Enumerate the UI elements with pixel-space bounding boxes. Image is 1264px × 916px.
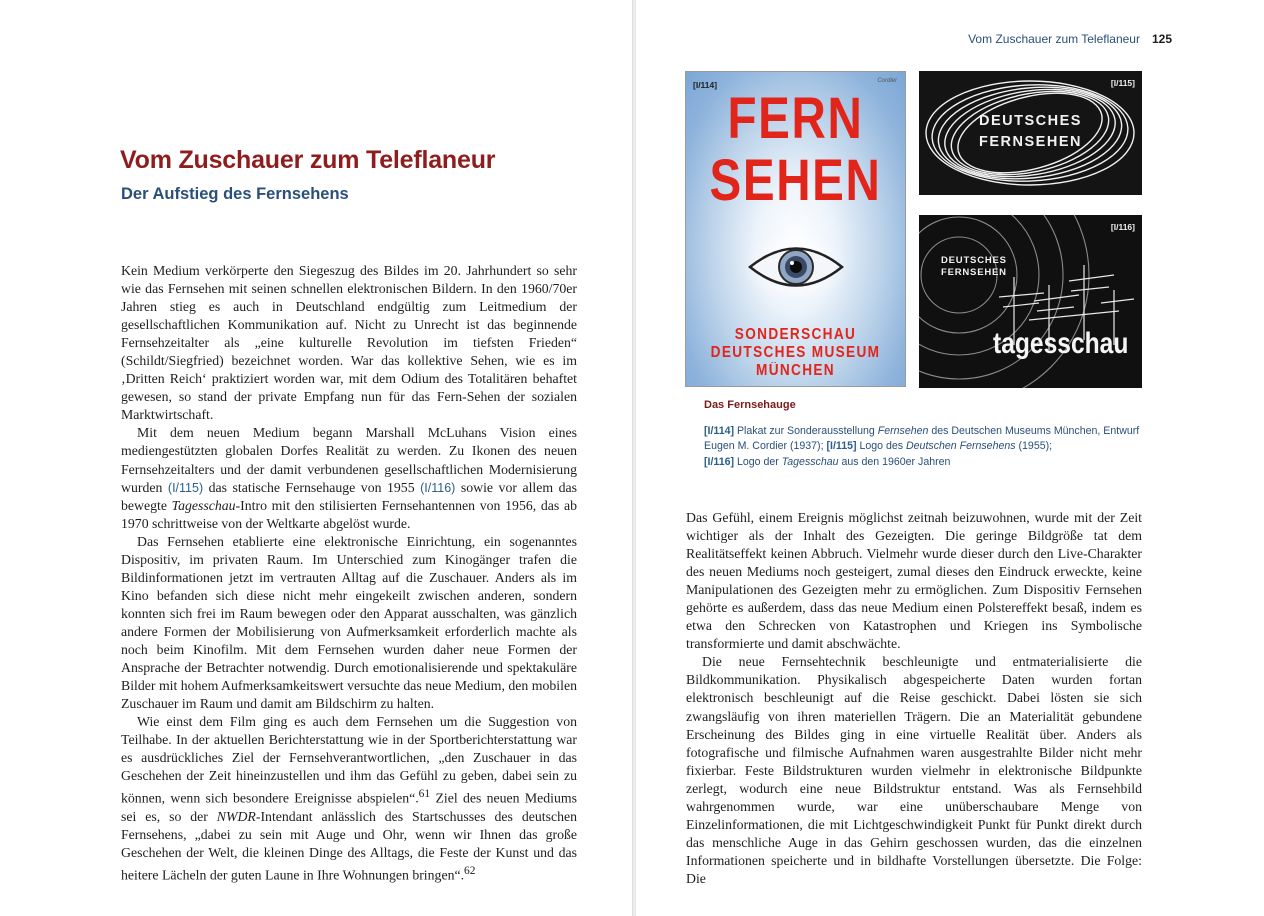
caption-body [704,424,1144,470]
caption-reference: [I/115] [826,440,857,453]
image-reference: (I/115) [167,480,204,495]
caption-reference: [I/116] [704,455,735,468]
text-run: Plakat zur Sonderausstellung [734,425,878,437]
footnote-marker: 62 [464,865,476,878]
paragraph [121,424,577,532]
poster-word-sehen: SEHEN [709,148,882,213]
poster-signature: Cordier [877,78,897,84]
poster-line-muenchen: MÜNCHEN [756,362,835,379]
text-run: sowie vor allem das bewegte [121,479,578,513]
page-number: 125 [1151,32,1172,46]
image-reference: (I/116) [420,480,456,495]
poster-word-fern: FERN [727,86,864,151]
text-run: Logo der [734,455,782,468]
logo-line-fernsehen: FERNSEHEN [979,134,1082,150]
oval-rings-graphic [919,71,1142,195]
paragraph: Die neue Fernsehtechnik beschleunigte und entmaterialisierte die Bildkommunikation. Physikalisch abgespeicherte Daten wurden fortan elektronisch beschleunigt auf die Reise geschickt. Dabei lösten sie sich zwangsläufig von ihren materiellen Trägern. Die an Materialität gebundene Erscheinung des Bildes ging in eine virtuelle Realität über. Anders als fotografische und filmische Aufnahmen waren ausgestrahlte Bilder nicht mehr fixierbar. Feste Bildstrukturen wurden vielmehr in elektronische Bildpunkte zerlegt, wodurch eine neue Bildstruktur entstand. Was als Fernsehbild wahrgenommen wurde, war eine unüberschaubare Menge von Einzelinformationen, die mit Lichtgeschwindigkeit Punkt für Punkt direkt durch das menschliche Auge in das Gehirn geschossen wurden, das die einzelnen Informationen speicherte und in bildhafte Vorstellungen übersetzte. Die Folge: Die [686,654,1142,886]
text-run: Logo des [856,440,907,453]
paragraph: Das Fernsehen etablierte eine elektronische Einrichtung, ein sogenanntes Dispositiv, im privaten Raum. Im Unterschied zum Kinogänger trafen die Bildinformationen jetzt im vertrauten Alltag auf die Zuschauer. Anders als im Kino befanden sich diese nicht mehr eingekeilt zwischen anderen, sondern konnten sich frei im Raum bewegen oder den Apparat ausschalten, was gänzlich andere Formen der Mobilisierung von Aufmerksamkeit erforderlich machte als noch beim Kinofilm. Mit dem Fernsehen wurden daher neue Formen der Ansprache der Betrachter notwendig. Durch emotionalisierende und spektakuläre Bilder mit hohem Aufmerksamkeitswert versuchte das neue Medium, den mobilen Zuschauer im Raum und damit am Bildschirm zu halten. [121,533,577,712]
paragraph [121,713,577,885]
logo-line-fernsehen: FERNSEHEN [941,267,1007,278]
text-run: (1955); [1015,440,1053,453]
italic-term: Fernsehen [877,425,929,437]
text-run: das statische Fernsehauge von 1955 [203,479,421,495]
text-run: Ziel des neuen Mediums sei es, so der [121,790,577,824]
text-run: Wie einst dem Film ging es auch dem Fernsehen um die Suggestion von Teilhabe. In der aktuellen Berichterstattung wie in der Sportberichterstattung war es ausdrückliches Ziel der Fernsehverantwortlichen, „den Zuschauer in das Geschehen der Zeit hineinzustellen und ihm das Gefühl zu geben, dabei sein zu können, wenn sich besondere Ereignisse abspielen“. [121,714,577,806]
italic-term: Tagesschau [171,497,236,513]
logo-line-deutsches: DEUTSCHES [979,113,1082,129]
text-run: -Intro mit den stilisierten Fernsehantennen von 1956, das ab 1970 schrittweise von der Weltkarte abgelöst wurde. [121,497,577,531]
image-tag: [I/116] [1110,222,1135,232]
text-run: aus den 1960er Jahren [838,455,951,468]
poster-line-museum: DEUTSCHES MUSEUM [710,344,881,361]
logo-tagesschau-word: tagesschau [993,327,1129,360]
chapter-title: Vom Zuschauer zum Teleflaneur [120,146,496,174]
eye-icon [742,232,850,302]
antenna-graphic [919,215,1142,388]
text-run: -Intendant anlässlich des Startschusses des deutschen Fernsehens, „dabei zu sein mit Auge und Ohr, wenn wir Ihnen das große Geschehen der Welt, die kleinen Dinge des Alltags, die Feste der Kunst und das heitere Lächeln der guten Laune in Ihre Wohnungen bringen“. [121,809,577,883]
text-run: des Deutschen Museums München, Entwurf Eugen M. Cordier (1937); [704,425,1140,453]
italic-term: Tagesschau [781,455,839,468]
text-run: Mit dem neuen Medium begann Marshall McLuhans Vision eines mediengestützten globalen Dorfes Realität zu werden. Zu Ikonen des neuen Fernsehzeitalters und der damit verbundenen gesellschaftlichen Modernisierung wurden [121,425,577,495]
poster-image [685,71,906,387]
left-body-text [121,262,577,885]
footnote-marker: 61 [418,788,431,801]
caption-title: Das Fernsehauge [704,399,796,411]
logo-tagesschau-image [919,215,1142,388]
logo-line-deutsches: DEUTSCHES [941,255,1007,266]
paragraph: Kein Medium verkörperte den Siegeszug des Bildes im 20. Jahrhundert so sehr wie das Fernsehen mit seinen schnellen elektronischen Bildern. In den 1960/70er Jahren stieg es auch in Deutschland endgültig zum Leitmedium der gesellschaftlichen Kommunikation auf. Nicht zu Unrecht ist das beginnende Fernsehzeitalter als „eine kulturelle Revolution im tiefsten Frieden“ (Schildt/Siegfried) bezeichnet worden. War das kollektive Sehen, wie es im ‚Dritten Reich‘ praktiziert worden war, mit dem Odium des Totalitären behaftet gewesen, so stand der private Empfang nun für das Fern-Sehen der sozialen Marktwirtschaft. [121,263,577,423]
running-head [636,32,1172,46]
logo-deutsches-fernsehen-image [919,71,1142,195]
right-page [636,0,1264,916]
italic-term: Deutschen Fernsehens [906,440,1016,453]
caption-reference: [I/114] [704,425,735,437]
image-tag: [I/115] [1110,78,1135,88]
italic-term: NWDR [216,809,256,824]
chapter-subtitle: Der Aufstieg des Fernsehens [121,185,349,203]
image-tag: [I/114] [693,80,718,90]
poster-line-sonderschau: SONDERSCHAU [734,326,857,343]
running-head-title: Vom Zuschauer zum Teleflaneur [968,32,1140,46]
paragraph: Das Gefühl, einem Ereignis möglichst zeitnah beizuwohnen, wurde mit der Zeit wichtiger als der Inhalt des Gezeigten. Die geringe Bildgröße tat dem Realitätseffekt keinen Abbruch. Vielmehr wurde dieser durch den Live-Charakter des neuen Mediums noch gesteigert, zumal dieses den Eindruck erweckte, keine Manipulationen des Gezeigten mehr zu ermöglichen. Zum Dispositiv Fernsehen gehörte es außerdem, dass das neue Medium einen Polstereffekt besaß, indem es etwa den Schrecken von Katastrophen und Kriegen ins Symbolische transformierte und damit abschwächte. [686,510,1142,652]
right-body-text [686,509,1142,888]
